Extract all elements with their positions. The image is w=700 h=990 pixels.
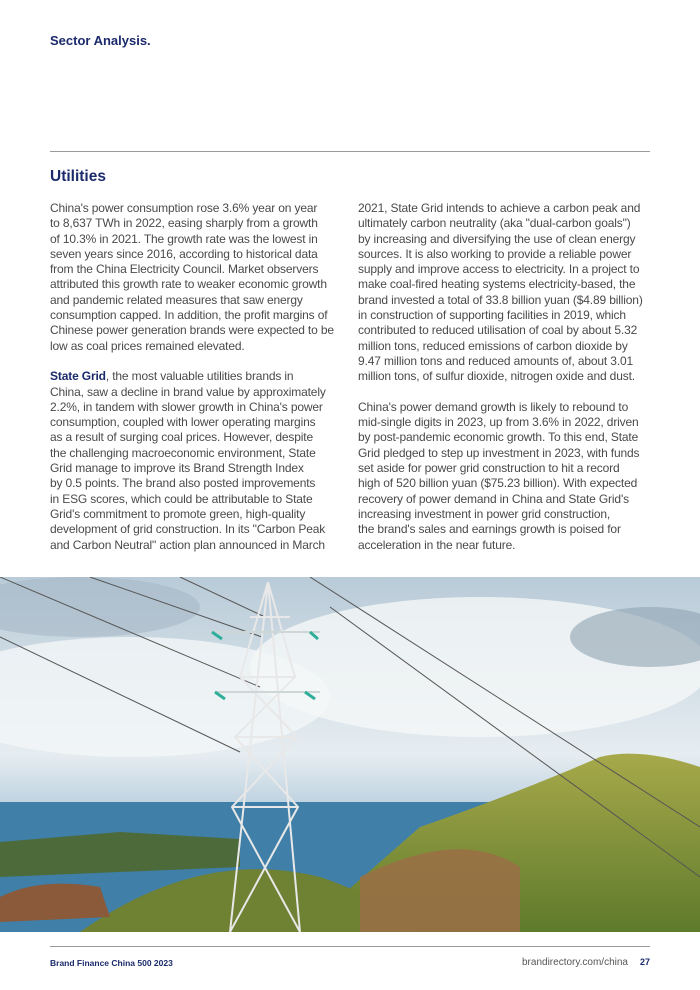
paragraph-line: the brand's sales and earnings growth is poised for — [358, 522, 621, 537]
page-title: Utilities — [50, 168, 106, 185]
paragraph-line: by post-pandemic economic growth. To this end, State — [358, 430, 639, 445]
paragraph-line: as a result of surging coal prices. However, despite — [50, 430, 314, 445]
paragraph-line: ultimately carbon neutrality (aka "dual-carbon goals") — [358, 216, 631, 231]
page-number: 27 — [639, 957, 650, 967]
paragraph-line: by 0.5 points. The brand also posted improvements — [50, 476, 316, 491]
paragraph-line: recovery of power demand in China and State Grid's — [358, 491, 629, 506]
paragraph-line: development of grid construction. In its "Carbon Peak — [50, 522, 326, 537]
paragraph-line: acceleration in the near future. — [358, 537, 516, 552]
paragraph-line: seven years since 2016, according to historical data — [50, 246, 318, 261]
divider — [50, 151, 650, 152]
brand-name: State Grid — [50, 369, 106, 384]
paragraph-line: set aside for power grid construction to hit a record — [358, 461, 620, 476]
power-tower-landscape-photo — [0, 577, 700, 932]
paragraph-line: million tons, of sulfur dioxide, nitrogen oxide and dust. — [358, 369, 635, 384]
paragraph-line: mid-single digits in 2023, up from 3.6% in 2022, driven — [358, 415, 639, 430]
paragraph-line: increasing investment in power grid construction, — [358, 506, 611, 521]
paragraph-line: and Carbon Neutral" action plan announced in March — [50, 537, 325, 552]
paragraph-line: in ESG scores, which could be attributable to State — [50, 491, 313, 506]
paragraph-line: Grid pledged to step up investment in 2023, with funds — [358, 445, 640, 460]
paragraph-line: and pandemic related measures that saw energy — [50, 292, 303, 307]
paragraph-line: consumption capped. In addition, the profit margins of — [50, 308, 328, 323]
column-left — [50, 201, 350, 553]
footer-right — [522, 957, 650, 968]
paragraph-line: attributed this growth rate to weaker economic growth — [50, 277, 327, 292]
paragraph-line: Grid's commitment to promote green, high-quality — [50, 506, 306, 521]
paragraph-line: low as coal prices remained elevated. — [50, 338, 245, 353]
paragraph-line: State Grid, the most valuable utilities brands in — [50, 369, 294, 384]
paragraph-line: China's power consumption rose 3.6% year on year — [50, 201, 318, 215]
paragraph-line: the challenging macroeconomic environment, State — [50, 445, 316, 460]
paragraph-line: by increasing and diversifying the use of clean energy — [358, 231, 636, 246]
paragraph-line: 2.2%, in tandem with slower growth in China's power — [50, 399, 323, 414]
paragraph-line: China's power demand growth is likely to rebound to — [358, 399, 629, 414]
paragraph-line: Chinese power generation brands were expected to be — [50, 323, 334, 338]
paragraph-line: make coal-fired heating systems electricity-based, the — [358, 277, 636, 292]
paragraph-line: million tons, reduced emissions of carbon dioxide by — [358, 338, 628, 353]
paragraph-line: to 8,637 TWh in 2022, easing sharply from a growth — [50, 216, 318, 231]
paragraph-line: 2021, State Grid intends to achieve a carbon peak and — [358, 201, 641, 215]
column-right — [358, 201, 658, 553]
paragraph-line: high of 520 billion yuan ($75.23 billion). With expected — [358, 476, 638, 491]
paragraph-line: sources. It is also working to provide a reliable power — [358, 246, 632, 261]
paragraph-line: 9.47 million tons and reduced amounts of, about 3.01 — [358, 353, 634, 368]
paragraph-line: in construction of supporting facilities in 2019, which — [358, 308, 626, 323]
paragraph-line: of 10.3% in 2021. The growth rate was the lowest in — [50, 231, 318, 246]
section-header: Sector Analysis. — [50, 33, 151, 48]
publication-title: Brand Finance China 500 2023 — [50, 958, 173, 968]
paragraph-line: supply and improve access to electricity. In a project to — [358, 262, 640, 277]
paragraph-line: Grid manage to improve its Brand Strength Index — [50, 461, 304, 476]
footer-divider — [50, 946, 650, 947]
paragraph-line: from the China Electricity Council. Market observers — [50, 262, 319, 277]
website-link[interactable]: brandirectory.com/china — [522, 957, 628, 968]
paragraph-line: brand invested a total of 33.8 billion yuan ($4.89 billion) — [358, 292, 643, 307]
paragraph-line: consumption, coupled with lower operating margins — [50, 415, 316, 430]
paragraph-line: China, saw a decline in brand value by approximately — [50, 384, 326, 399]
paragraph-line: contributed to reduced utilisation of coal by about 5.32 — [358, 323, 638, 338]
